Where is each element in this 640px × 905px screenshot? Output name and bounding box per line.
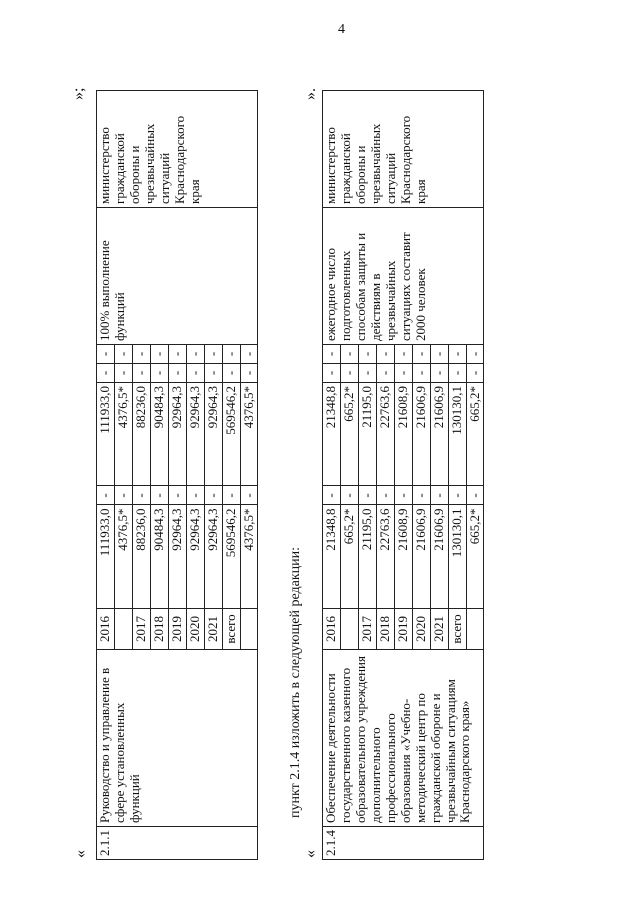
cell-c3: - <box>466 364 484 383</box>
cell-total: 21606,9 <box>430 505 448 609</box>
cell-c4: - <box>394 345 412 364</box>
cell-year: 2019 <box>394 609 412 650</box>
cell-regional: 21195,0 <box>358 383 376 487</box>
result-text: 100% выполнение функций <box>97 208 258 345</box>
cell-year: 2021 <box>204 609 222 650</box>
cell-c1: - <box>114 486 132 505</box>
cell-c4: - <box>114 345 132 364</box>
cell-regional: 130130,1 <box>448 383 466 487</box>
cell-regional: 21348,8 <box>323 383 341 487</box>
cell-c3: - <box>376 364 394 383</box>
cell-c1: - <box>222 486 240 505</box>
row-number: 2.1.4 <box>323 827 484 860</box>
cell-c3: - <box>114 364 132 383</box>
quote-open-2: « <box>302 850 319 858</box>
executor-text: министерство гражданской обороны и чрезвычайных ситуаций Краснодарского края <box>97 91 258 208</box>
cell-c3: - <box>358 364 376 383</box>
cell-total: 21195,0 <box>358 505 376 609</box>
cell-c3: - <box>412 364 430 383</box>
cell-c3: - <box>222 364 240 383</box>
cell-c3: - <box>132 364 150 383</box>
row-number: 2.1.1 <box>97 827 258 860</box>
cell-regional: 21608,9 <box>394 383 412 487</box>
cell-total: 21608,9 <box>394 505 412 609</box>
cell-c3: - <box>150 364 168 383</box>
cell-regional: 22763,6 <box>376 383 394 487</box>
cell-total: 92964,3 <box>168 505 186 609</box>
cell-year: 2018 <box>150 609 168 650</box>
cell-regional: 569546,2 <box>222 383 240 487</box>
cell-total: 4376,5* <box>240 505 258 609</box>
cell-total: 665,2* <box>466 505 484 609</box>
cell-year: 2017 <box>358 609 376 650</box>
cell-year: 2019 <box>168 609 186 650</box>
cell-c4: - <box>466 345 484 364</box>
cell-regional: 88236,0 <box>132 383 150 487</box>
page-number: 4 <box>338 22 345 37</box>
cell-c1: - <box>150 486 168 505</box>
measure-name: Руководство и управление в сфере установленных функций <box>97 650 258 827</box>
cell-regional: 90484,3 <box>150 383 168 487</box>
cell-total: 21348,8 <box>323 505 341 609</box>
cell-year: всего <box>222 609 240 650</box>
cell-c1: - <box>430 486 448 505</box>
cell-total: 665,2* <box>340 505 358 609</box>
program-table-2-1-4 <box>322 90 484 860</box>
cell-total: 92964,3 <box>204 505 222 609</box>
cell-c3: - <box>186 364 204 383</box>
cell-year: 2021 <box>430 609 448 650</box>
cell-c4: - <box>240 345 258 364</box>
cell-c1: - <box>358 486 376 505</box>
table-row <box>323 91 341 860</box>
cell-c1: - <box>412 486 430 505</box>
cell-c4: - <box>97 345 115 364</box>
cell-c3: - <box>394 364 412 383</box>
cell-c1: - <box>97 486 115 505</box>
cell-total: 21606,9 <box>412 505 430 609</box>
cell-c1: - <box>204 486 222 505</box>
cell-total: 111933,0 <box>97 505 115 609</box>
cell-total: 22763,6 <box>376 505 394 609</box>
cell-year: 2020 <box>186 609 204 650</box>
cell-total: 130130,1 <box>448 505 466 609</box>
paragraph-amend: пункт 2.1.4 изложить в следующей редакции: <box>288 547 303 818</box>
cell-regional: 21606,9 <box>430 383 448 487</box>
cell-c3: - <box>448 364 466 383</box>
cell-c3: - <box>97 364 115 383</box>
cell-c1: - <box>466 486 484 505</box>
rotated-content <box>40 35 600 870</box>
cell-c4: - <box>358 345 376 364</box>
cell-c4: - <box>222 345 240 364</box>
cell-c1: - <box>323 486 341 505</box>
cell-c4: - <box>430 345 448 364</box>
cell-regional: 92964,3 <box>168 383 186 487</box>
cell-c4: - <box>448 345 466 364</box>
cell-total: 88236,0 <box>132 505 150 609</box>
cell-c3: - <box>340 364 358 383</box>
quote-close-2: ». <box>302 88 319 100</box>
cell-regional: 665,2* <box>340 383 358 487</box>
cell-total: 4376,5* <box>114 505 132 609</box>
cell-regional: 4376,5* <box>240 383 258 487</box>
cell-c1: - <box>340 486 358 505</box>
cell-c1: - <box>394 486 412 505</box>
cell-year <box>240 609 258 650</box>
cell-year <box>340 609 358 650</box>
cell-regional: 92964,3 <box>186 383 204 487</box>
cell-c1: - <box>132 486 150 505</box>
cell-regional: 92964,3 <box>204 383 222 487</box>
cell-c4: - <box>323 345 341 364</box>
cell-year: 2016 <box>97 609 115 650</box>
measure-name: Обеспечение деятельности государственного казенного образовательного учреждения дополнительного профессионального образования «Учебно-методический центр по гражданской обороне и чрезвычайным ситуациям Краснодарского края» <box>323 650 484 827</box>
quote-open-1: « <box>72 850 89 858</box>
executor-text: министерство гражданской обороны и чрезвычайных ситуаций Краснодарского края <box>323 91 484 208</box>
cell-c3: - <box>430 364 448 383</box>
cell-year: 2016 <box>323 609 341 650</box>
cell-c1: - <box>376 486 394 505</box>
table-row <box>97 91 115 860</box>
cell-year: 2018 <box>376 609 394 650</box>
cell-c4: - <box>150 345 168 364</box>
cell-year: 2020 <box>412 609 430 650</box>
cell-year: всего <box>448 609 466 650</box>
result-text: ежегодное число подготовленных способам защиты и действиям в чрезвычайных ситуациях составит 2000 человек <box>323 208 484 345</box>
cell-c4: - <box>204 345 222 364</box>
cell-c1: - <box>168 486 186 505</box>
cell-c4: - <box>412 345 430 364</box>
cell-c4: - <box>376 345 394 364</box>
cell-total: 569546,2 <box>222 505 240 609</box>
cell-regional: 111933,0 <box>97 383 115 487</box>
cell-c4: - <box>132 345 150 364</box>
cell-year <box>466 609 484 650</box>
cell-total: 92964,3 <box>186 505 204 609</box>
cell-c3: - <box>323 364 341 383</box>
program-table-2-1-1 <box>96 90 258 860</box>
cell-c1: - <box>448 486 466 505</box>
cell-year <box>114 609 132 650</box>
cell-c4: - <box>186 345 204 364</box>
cell-regional: 4376,5* <box>114 383 132 487</box>
cell-c1: - <box>240 486 258 505</box>
cell-regional: 21606,9 <box>412 383 430 487</box>
cell-total: 90484,3 <box>150 505 168 609</box>
cell-c3: - <box>240 364 258 383</box>
quote-close-1: »; <box>70 87 87 100</box>
cell-c4: - <box>340 345 358 364</box>
cell-year: 2017 <box>132 609 150 650</box>
cell-c3: - <box>168 364 186 383</box>
cell-c4: - <box>168 345 186 364</box>
cell-regional: 665,2* <box>466 383 484 487</box>
cell-c1: - <box>186 486 204 505</box>
cell-c3: - <box>204 364 222 383</box>
